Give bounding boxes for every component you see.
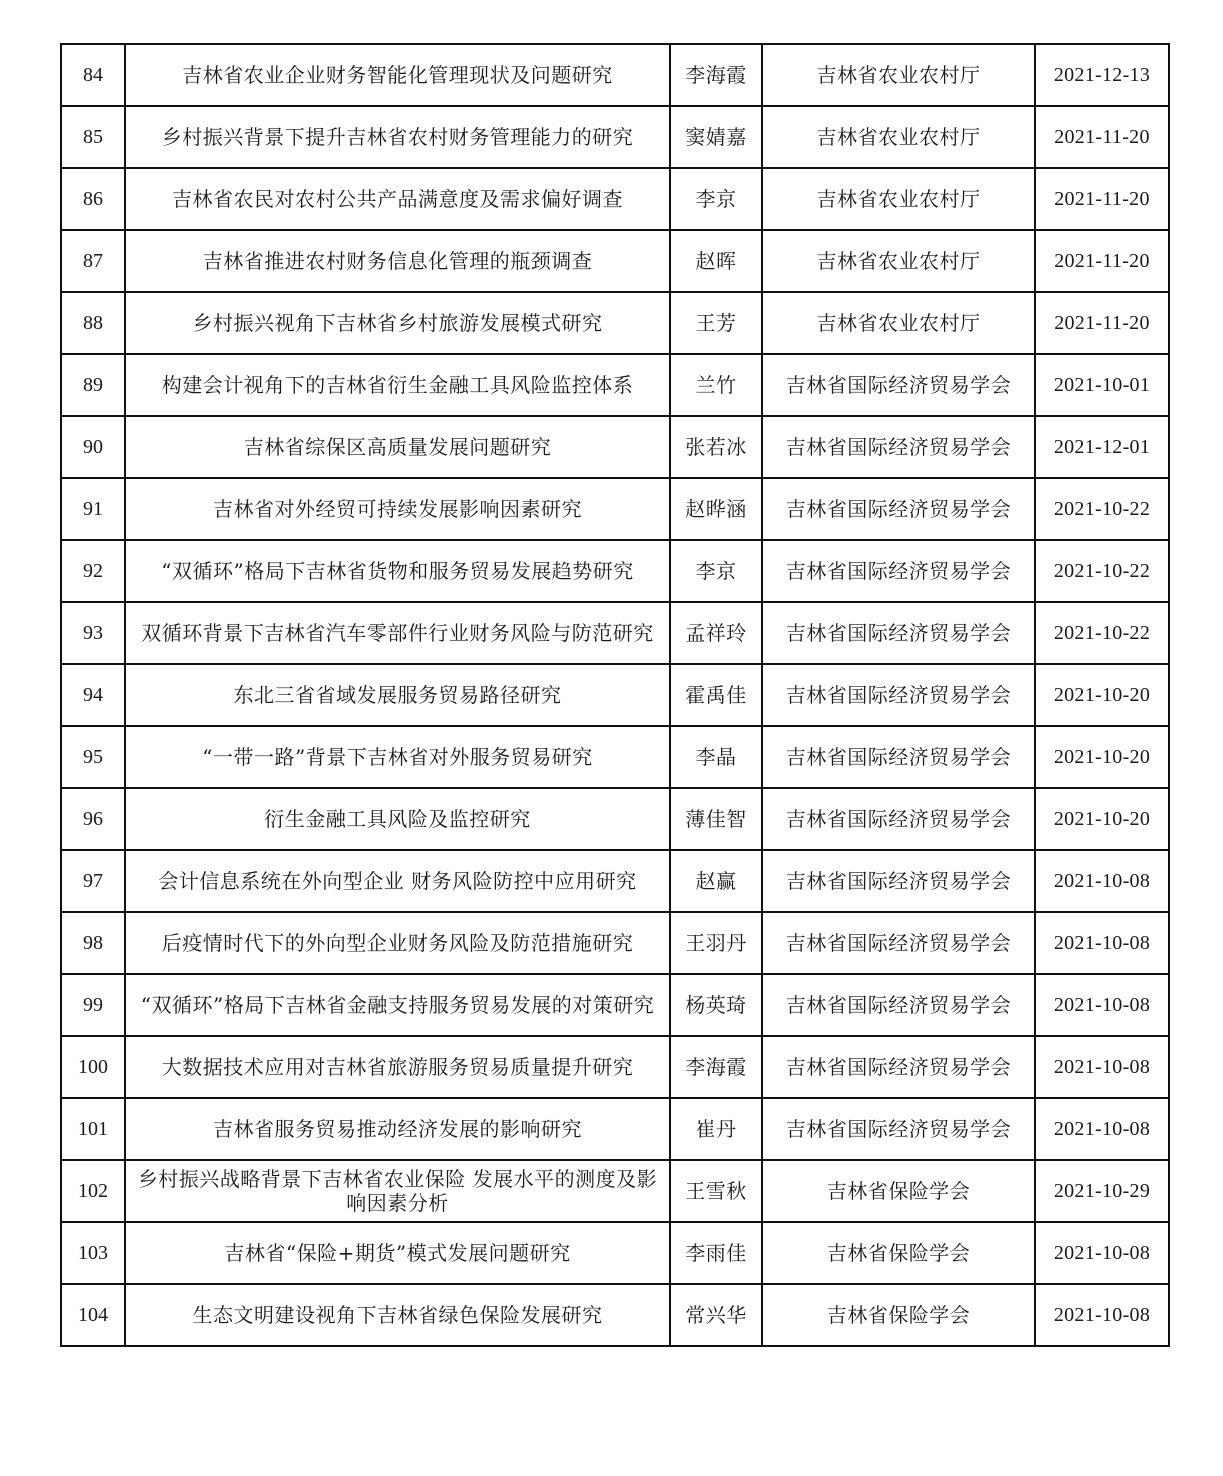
cell-project-title — [125, 850, 670, 912]
cell-date-text: 2021-10-08 — [1053, 1056, 1151, 1078]
cell-project-title — [125, 974, 670, 1036]
cell-person-text: 窦婧嘉 — [685, 125, 747, 149]
cell-date — [1035, 1098, 1169, 1160]
cell-organization — [762, 974, 1035, 1036]
cell-project-title — [125, 726, 670, 788]
cell-number — [61, 416, 125, 478]
cell-organization — [762, 664, 1035, 726]
cell-person-text: 赵晔涵 — [685, 497, 747, 521]
cell-date — [1035, 974, 1169, 1036]
cell-organization — [762, 1222, 1035, 1284]
project-table — [60, 43, 1170, 1347]
table-row — [61, 1160, 1169, 1222]
table-row — [61, 1098, 1169, 1160]
cell-project-title-text: 东北三省省域发展服务贸易路径研究 — [233, 683, 562, 707]
cell-person-text: 赵赢 — [695, 869, 737, 893]
cell-date-text: 2021-11-20 — [1054, 312, 1150, 334]
cell-project-title — [125, 292, 670, 354]
cell-number — [61, 44, 125, 106]
cell-project-title — [125, 168, 670, 230]
cell-number-text: 96 — [83, 808, 103, 830]
cell-person — [670, 44, 762, 106]
table-row — [61, 44, 1169, 106]
cell-organization-text: 吉林省国际经济贸易学会 — [785, 435, 1012, 459]
cell-number-text: 101 — [78, 1118, 108, 1140]
table-row — [61, 292, 1169, 354]
cell-project-title-text: 衍生金融工具风险及监控研究 — [264, 807, 531, 831]
table-row — [61, 1284, 1169, 1346]
cell-person-text: 赵晖 — [695, 249, 737, 273]
cell-person-text: 薄佳智 — [685, 807, 747, 831]
cell-number-text: 90 — [83, 436, 103, 458]
cell-person-text: 王羽丹 — [685, 931, 747, 955]
cell-project-title — [125, 1036, 670, 1098]
cell-organization — [762, 726, 1035, 788]
cell-date — [1035, 726, 1169, 788]
cell-number — [61, 1222, 125, 1284]
cell-organization — [762, 168, 1035, 230]
table-row — [61, 540, 1169, 602]
cell-number-text: 91 — [83, 498, 103, 520]
cell-person — [670, 478, 762, 540]
cell-project-title — [125, 354, 670, 416]
cell-date-text: 2021-10-22 — [1053, 560, 1151, 582]
cell-person-text: 兰竹 — [695, 373, 737, 397]
cell-project-title-text: 乡村振兴战略背景下吉林省农业保险 发展水平的测度及影响因素分析 — [137, 1167, 658, 1215]
cell-date-text: 2021-10-01 — [1053, 374, 1151, 396]
cell-organization-text: 吉林省国际经济贸易学会 — [785, 621, 1012, 645]
cell-person — [670, 788, 762, 850]
cell-organization — [762, 416, 1035, 478]
cell-project-title — [125, 1284, 670, 1346]
cell-organization-text: 吉林省国际经济贸易学会 — [785, 931, 1012, 955]
cell-number-text: 86 — [83, 188, 103, 210]
cell-project-title-text: 乡村振兴视角下吉林省乡村旅游发展模式研究 — [192, 311, 603, 335]
table-row — [61, 1222, 1169, 1284]
cell-person-text: 李晶 — [695, 745, 737, 769]
cell-number-text: 85 — [83, 126, 103, 148]
cell-person-text: 崔丹 — [695, 1117, 737, 1141]
cell-person — [670, 1036, 762, 1098]
cell-person-text: 李海霞 — [685, 1055, 747, 1079]
cell-project-title-text: 乡村振兴背景下提升吉林省农村财务管理能力的研究 — [161, 125, 634, 149]
cell-project-title-text: 吉林省对外经贸可持续发展影响因素研究 — [213, 497, 582, 521]
cell-person-text: 李海霞 — [685, 63, 747, 87]
cell-person — [670, 292, 762, 354]
cell-project-title-text: 会计信息系统在外向型企业 财务风险防控中应用研究 — [158, 869, 637, 893]
cell-organization-text: 吉林省农业农村厅 — [816, 311, 981, 335]
table-row — [61, 850, 1169, 912]
cell-project-title-text: 后疫情时代下的外向型企业财务风险及防范措施研究 — [161, 931, 634, 955]
cell-number — [61, 230, 125, 292]
cell-organization — [762, 788, 1035, 850]
cell-date-text: 2021-10-20 — [1053, 808, 1151, 830]
cell-date — [1035, 292, 1169, 354]
cell-organization — [762, 540, 1035, 602]
cell-number — [61, 912, 125, 974]
cell-number-text: 103 — [78, 1242, 108, 1264]
cell-project-title-text: “双循环”格局下吉林省货物和服务贸易发展趋势研究 — [161, 559, 634, 583]
cell-number — [61, 354, 125, 416]
cell-date-text: 2021-10-22 — [1053, 622, 1151, 644]
cell-person — [670, 974, 762, 1036]
cell-project-title-text: “双循环”格局下吉林省金融支持服务贸易发展的对策研究 — [140, 993, 655, 1017]
cell-project-title — [125, 1222, 670, 1284]
cell-project-title — [125, 540, 670, 602]
cell-organization — [762, 1284, 1035, 1346]
cell-date — [1035, 230, 1169, 292]
cell-organization-text: 吉林省保险学会 — [826, 1303, 971, 1327]
cell-organization — [762, 292, 1035, 354]
cell-person-text: 王雪秋 — [685, 1179, 747, 1203]
cell-organization-text: 吉林省国际经济贸易学会 — [785, 869, 1012, 893]
cell-person — [670, 354, 762, 416]
cell-project-title-text: 吉林省服务贸易推动经济发展的影响研究 — [213, 1117, 582, 1141]
cell-date-text: 2021-12-13 — [1053, 64, 1151, 86]
cell-number — [61, 168, 125, 230]
cell-person-text: 孟祥玲 — [685, 621, 747, 645]
cell-number-text: 93 — [83, 622, 103, 644]
table-row — [61, 726, 1169, 788]
cell-person — [670, 1098, 762, 1160]
table-row — [61, 788, 1169, 850]
cell-project-title — [125, 1098, 670, 1160]
cell-date-text: 2021-10-29 — [1053, 1180, 1151, 1202]
cell-person — [670, 168, 762, 230]
cell-date-text: 2021-10-08 — [1053, 870, 1151, 892]
cell-person-text: 李雨佳 — [685, 1241, 747, 1265]
cell-person — [670, 912, 762, 974]
cell-date — [1035, 168, 1169, 230]
table-row — [61, 1036, 1169, 1098]
cell-organization — [762, 850, 1035, 912]
cell-organization-text: 吉林省国际经济贸易学会 — [785, 373, 1012, 397]
cell-number-text: 102 — [78, 1180, 108, 1202]
cell-number-text: 104 — [78, 1304, 108, 1326]
cell-project-title-text: “一带一路”背景下吉林省对外服务贸易研究 — [202, 745, 593, 769]
cell-number-text: 88 — [83, 312, 103, 334]
cell-project-title-text: 吉林省农民对农村公共产品满意度及需求偏好调查 — [172, 187, 623, 211]
table-row — [61, 416, 1169, 478]
cell-date-text: 2021-10-08 — [1053, 994, 1151, 1016]
cell-person — [670, 850, 762, 912]
cell-person-text: 李京 — [695, 559, 737, 583]
cell-number — [61, 1284, 125, 1346]
table-row — [61, 602, 1169, 664]
cell-number-text: 98 — [83, 932, 103, 954]
cell-number — [61, 602, 125, 664]
cell-person — [670, 1284, 762, 1346]
cell-number-text: 100 — [78, 1056, 108, 1078]
cell-date — [1035, 1222, 1169, 1284]
cell-organization-text: 吉林省农业农村厅 — [816, 249, 981, 273]
cell-project-title — [125, 912, 670, 974]
project-table-container — [60, 43, 1170, 1347]
cell-date — [1035, 540, 1169, 602]
cell-number-text: 99 — [83, 994, 103, 1016]
cell-date-text: 2021-11-20 — [1054, 250, 1150, 272]
cell-organization — [762, 1036, 1035, 1098]
cell-project-title-text: 生态文明建设视角下吉林省绿色保险发展研究 — [192, 1303, 603, 1327]
cell-person — [670, 602, 762, 664]
cell-organization-text: 吉林省国际经济贸易学会 — [785, 683, 1012, 707]
cell-project-title — [125, 106, 670, 168]
cell-person — [670, 1160, 762, 1222]
cell-number — [61, 974, 125, 1036]
cell-number — [61, 726, 125, 788]
cell-date-text: 2021-12-01 — [1053, 436, 1151, 458]
cell-person-text: 杨英琦 — [685, 993, 747, 1017]
table-row — [61, 912, 1169, 974]
cell-number-text: 97 — [83, 870, 103, 892]
cell-project-title-text: 大数据技术应用对吉林省旅游服务贸易质量提升研究 — [161, 1055, 634, 1079]
cell-number-text: 87 — [83, 250, 103, 272]
cell-organization — [762, 602, 1035, 664]
cell-date — [1035, 416, 1169, 478]
cell-project-title-text: 吉林省“保险+期货”模式发展问题研究 — [224, 1241, 571, 1265]
table-row — [61, 974, 1169, 1036]
cell-date — [1035, 1284, 1169, 1346]
cell-project-title-text: 构建会计视角下的吉林省衍生金融工具风险监控体系 — [161, 373, 634, 397]
cell-project-title-text: 吉林省农业企业财务智能化管理现状及问题研究 — [182, 63, 613, 87]
cell-project-title — [125, 478, 670, 540]
table-row — [61, 106, 1169, 168]
cell-date-text: 2021-10-08 — [1053, 932, 1151, 954]
cell-project-title — [125, 602, 670, 664]
cell-project-title — [125, 44, 670, 106]
cell-number — [61, 540, 125, 602]
table-row — [61, 230, 1169, 292]
cell-project-title — [125, 1160, 670, 1222]
cell-date — [1035, 478, 1169, 540]
cell-organization-text: 吉林省国际经济贸易学会 — [785, 745, 1012, 769]
cell-number-text: 92 — [83, 560, 103, 582]
cell-number — [61, 1160, 125, 1222]
cell-person-text: 李京 — [695, 187, 737, 211]
cell-date — [1035, 1160, 1169, 1222]
cell-number-text: 94 — [83, 684, 103, 706]
cell-date — [1035, 106, 1169, 168]
cell-number — [61, 106, 125, 168]
cell-organization-text: 吉林省国际经济贸易学会 — [785, 559, 1012, 583]
cell-person-text: 常兴华 — [685, 1303, 747, 1327]
cell-organization-text: 吉林省保险学会 — [826, 1179, 971, 1203]
cell-person-text: 霍禹佳 — [685, 683, 747, 707]
cell-number-text: 95 — [83, 746, 103, 768]
cell-person — [670, 230, 762, 292]
cell-number — [61, 1098, 125, 1160]
cell-person — [670, 540, 762, 602]
cell-organization — [762, 44, 1035, 106]
cell-project-title — [125, 788, 670, 850]
cell-person — [670, 106, 762, 168]
cell-organization-text: 吉林省国际经济贸易学会 — [785, 1055, 1012, 1079]
cell-project-title-text: 双循环背景下吉林省汽车零部件行业财务风险与防范研究 — [141, 621, 654, 645]
cell-date-text: 2021-10-08 — [1053, 1242, 1151, 1264]
cell-number — [61, 850, 125, 912]
table-row — [61, 354, 1169, 416]
cell-organization-text: 吉林省保险学会 — [826, 1241, 971, 1265]
cell-number — [61, 1036, 125, 1098]
cell-date-text: 2021-10-22 — [1053, 498, 1151, 520]
cell-project-title — [125, 230, 670, 292]
cell-date-text: 2021-11-20 — [1054, 188, 1150, 210]
cell-organization-text: 吉林省国际经济贸易学会 — [785, 497, 1012, 521]
cell-date — [1035, 912, 1169, 974]
cell-person — [670, 726, 762, 788]
cell-date — [1035, 354, 1169, 416]
table-body — [61, 44, 1169, 1346]
cell-project-title — [125, 664, 670, 726]
cell-project-title — [125, 416, 670, 478]
cell-number-text: 84 — [83, 64, 103, 86]
cell-date — [1035, 1036, 1169, 1098]
cell-number — [61, 478, 125, 540]
cell-organization-text: 吉林省国际经济贸易学会 — [785, 993, 1012, 1017]
cell-number — [61, 664, 125, 726]
cell-date-text: 2021-10-20 — [1053, 684, 1151, 706]
cell-date-text: 2021-11-20 — [1054, 126, 1150, 148]
cell-organization-text: 吉林省农业农村厅 — [816, 187, 981, 211]
cell-date — [1035, 602, 1169, 664]
cell-organization — [762, 912, 1035, 974]
table-row — [61, 478, 1169, 540]
cell-organization — [762, 230, 1035, 292]
cell-person — [670, 1222, 762, 1284]
cell-person-text: 张若冰 — [685, 435, 747, 459]
cell-organization-text: 吉林省农业农村厅 — [816, 63, 981, 87]
cell-organization — [762, 354, 1035, 416]
cell-number-text: 89 — [83, 374, 103, 396]
cell-organization — [762, 1098, 1035, 1160]
table-row — [61, 664, 1169, 726]
cell-date-text: 2021-10-08 — [1053, 1118, 1151, 1140]
table-row — [61, 168, 1169, 230]
cell-person — [670, 664, 762, 726]
cell-person-text: 王芳 — [695, 311, 737, 335]
cell-organization — [762, 478, 1035, 540]
cell-date-text: 2021-10-08 — [1053, 1304, 1151, 1326]
cell-date — [1035, 788, 1169, 850]
cell-organization — [762, 1160, 1035, 1222]
cell-project-title-text: 吉林省综保区高质量发展问题研究 — [243, 435, 552, 459]
cell-organization-text: 吉林省国际经济贸易学会 — [785, 1117, 1012, 1141]
cell-project-title-text: 吉林省推进农村财务信息化管理的瓶颈调查 — [202, 249, 593, 273]
cell-organization — [762, 106, 1035, 168]
cell-organization-text: 吉林省农业农村厅 — [816, 125, 981, 149]
cell-organization-text: 吉林省国际经济贸易学会 — [785, 807, 1012, 831]
cell-number — [61, 292, 125, 354]
cell-date — [1035, 44, 1169, 106]
cell-date — [1035, 850, 1169, 912]
cell-date — [1035, 664, 1169, 726]
cell-number — [61, 788, 125, 850]
cell-person — [670, 416, 762, 478]
cell-date-text: 2021-10-20 — [1053, 746, 1151, 768]
